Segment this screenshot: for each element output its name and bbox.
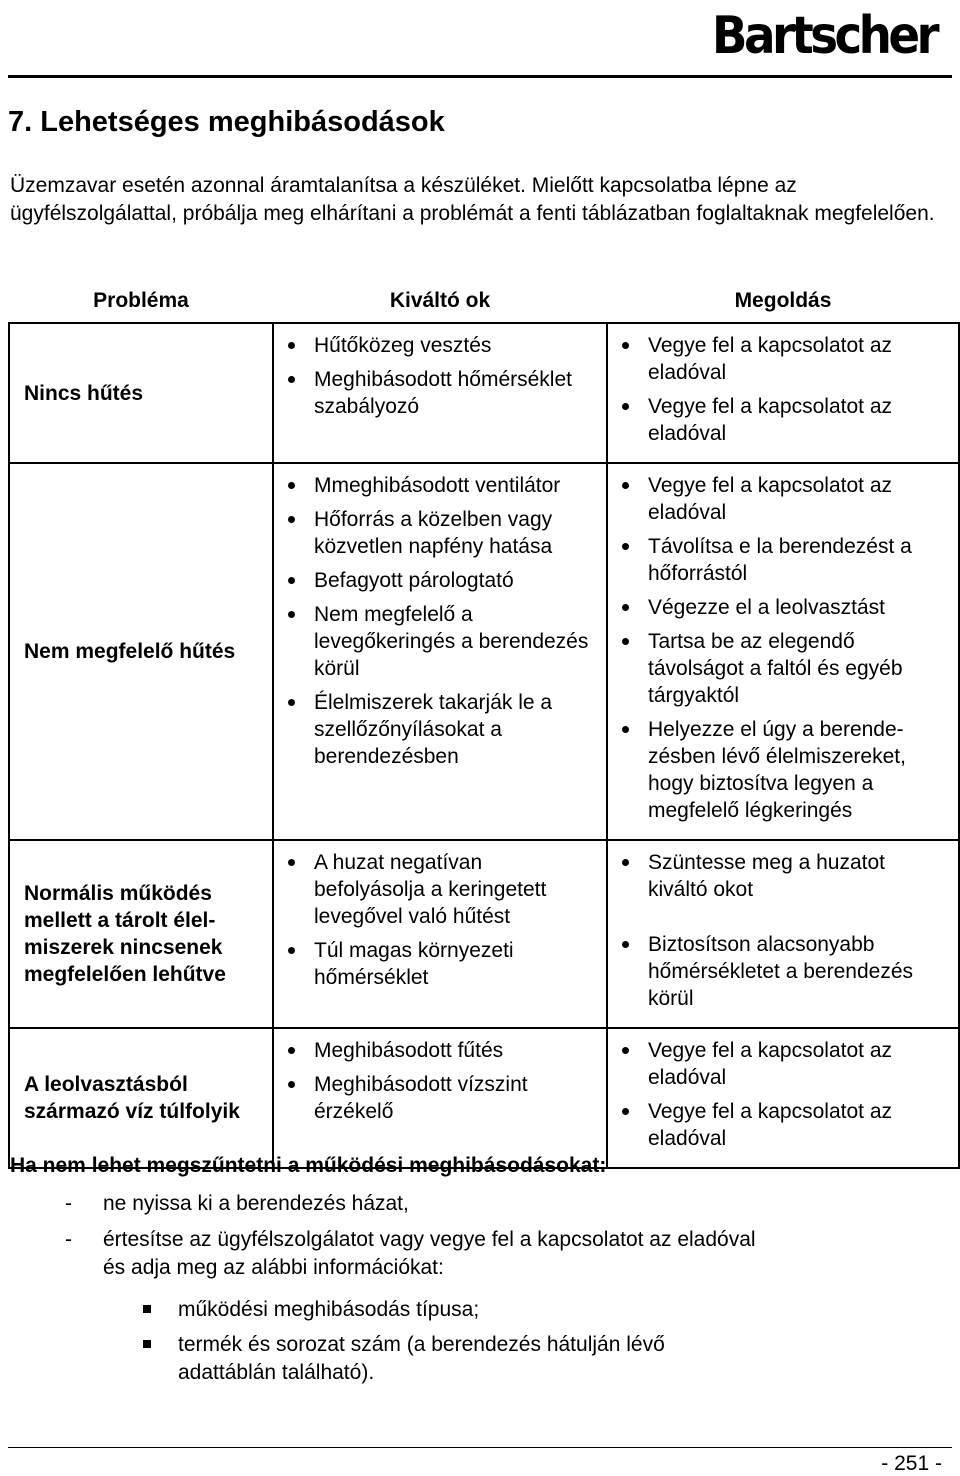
footer-title: Ha nem lehet megszűntetni a működési meghibásodásokat: [10, 1154, 607, 1177]
table-row [9, 323, 959, 463]
cause-cell [273, 840, 607, 1028]
table-row [9, 840, 959, 1028]
troubleshooting-table [8, 280, 960, 1169]
solution-item: Biztosítson alacsonyabb hőmérsékletet a berendezés körül [608, 931, 958, 1012]
cause-cell [273, 463, 607, 840]
header-problem: Probléma [9, 280, 273, 323]
dash-item: - értesítse az ügyfélszolgálatot vagy vegye fel a kapcsolatot az eladóval és adja meg az alábbi információkat: [10, 1226, 763, 1282]
table-header-row [9, 280, 959, 323]
footer-rule [8, 1447, 952, 1448]
section-heading: 7. Lehetséges meghibásodások [8, 106, 445, 138]
cause-item: Mmeghibásodott ventilátor [274, 472, 606, 499]
square-item: termék és sorozat szám (a berendezés hátulján lévő adattáblán található). [10, 1331, 698, 1387]
header-rule [8, 75, 952, 78]
cause-cell [273, 1028, 607, 1168]
header-solution: Megoldás [607, 280, 959, 323]
header-cause: Kiváltó ok [273, 280, 607, 323]
solution-cell [607, 1028, 959, 1168]
cause-item: Meghibásodott vízszint érzékelő [274, 1071, 606, 1125]
cause-item: Élelmiszerek takarják le a szellőzőnyílásokat a berendezésben [274, 689, 606, 770]
square-bullet-list [10, 1296, 940, 1387]
intro-paragraph: Üzemzavar esetén azonnal áramtalanítsa a készüléket. Mielőtt kapcsolatba lépne az ügyfélszolgálattal, próbálja meg elhárítani a problémát a fenti táblázatban foglaltaknak megfelelően. [10, 174, 935, 225]
solution-item: Tartsa be az elegendő távolságot a faltól és egyéb tárgyaktól [608, 628, 958, 709]
cause-item: Meghibásodott fűtés [274, 1037, 606, 1064]
cause-item: Meghibásodott hőmérséklet szabályozó [274, 366, 606, 420]
solution-item: Távolítsa e la berendezést a hőforrástól [608, 533, 958, 587]
square-item: működési meghibásodás típusa; [10, 1296, 698, 1324]
solution-item: Vegye fel a kapcsolatot az eladóval [608, 332, 958, 386]
bartscher-logo: Bartscher [711, 6, 936, 66]
problem-cell: Nincs hűtés [9, 323, 273, 463]
table-row [9, 1028, 959, 1168]
cause-item: A huzat negatívan befolyásolja a keringetett levegővel való hűtést [274, 849, 606, 930]
dash-item: - ne nyissa ki a berendezés házat, [10, 1190, 763, 1218]
dash-list [10, 1190, 940, 1282]
cause-cell [273, 323, 607, 463]
cause-item: Befagyott párologtató [274, 567, 606, 594]
solution-cell [607, 463, 959, 840]
solution-cell [607, 840, 959, 1028]
problem-cell: Nem megfelelő hűtés [9, 463, 273, 840]
solution-item: Vegye fel a kapcsolatot az eladóval [608, 472, 958, 526]
solution-item: Vegye fel a kapcsolatot az eladóval [608, 393, 958, 447]
problem-cell: Normális működés mellett a tárolt élel-miszerek nincsenek megfelelően lehűtve [9, 840, 273, 1028]
solution-item: Végezze el a leolvasztást [608, 594, 958, 621]
footer-instructions [10, 1152, 940, 1394]
solution-cell [607, 323, 959, 463]
page-number: - 251 - [881, 1452, 942, 1475]
solution-item: Szüntesse meg a huzatot kiváltó okot [608, 849, 958, 903]
solution-item: Helyezze el úgy a berende-zésben lévő élelmiszereket, hogy biztosítva legyen a megfelelő légkeringés [608, 716, 958, 824]
cause-item: Túl magas környezeti hőmérséklet [274, 937, 606, 991]
cause-item: Hűtőközeg vesztés [274, 332, 606, 359]
solution-item: Vegye fel a kapcsolatot az eladóval [608, 1037, 958, 1091]
solution-item: Vegye fel a kapcsolatot az eladóval [608, 1098, 958, 1152]
problem-cell: A leolvasztásból származó víz túlfolyik [9, 1028, 273, 1168]
cause-item: Nem megfelelő a levegőkeringés a berendezés körül [274, 601, 606, 682]
cause-item: Hőforrás a közelben vagy közvetlen napfény hatása [274, 506, 606, 560]
table-row [9, 463, 959, 840]
